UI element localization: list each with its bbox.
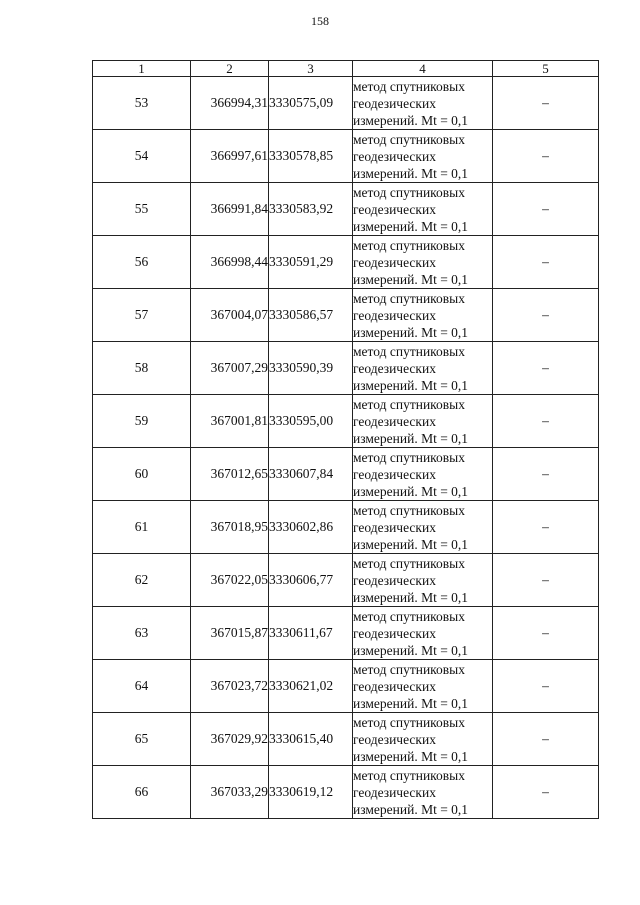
table-row: [93, 130, 599, 183]
table-header: [93, 61, 599, 77]
table-row: [93, 77, 599, 130]
method-cell: [353, 342, 493, 395]
method-line: геодезических: [353, 254, 436, 270]
point-number-cell: 60: [93, 448, 191, 501]
method-cell: [353, 236, 493, 289]
point-number-cell: 61: [93, 501, 191, 554]
table-row: [93, 289, 599, 342]
table-body: [93, 77, 599, 819]
method-line: метод спутниковых: [353, 396, 465, 412]
method-line: геодезических: [353, 678, 436, 694]
method-line: геодезических: [353, 572, 436, 588]
note-cell: –: [493, 607, 599, 660]
point-number-cell: 53: [93, 77, 191, 130]
column-header-1: 1: [93, 61, 191, 77]
note-cell: –: [493, 77, 599, 130]
table-row: [93, 554, 599, 607]
table-row: [93, 766, 599, 819]
method-line: геодезических: [353, 360, 436, 376]
x-coordinate-cell: 367033,29: [191, 766, 269, 819]
x-coordinate-cell: 366998,44: [191, 236, 269, 289]
point-number-cell: 57: [93, 289, 191, 342]
method-line: измерений. Mt = 0,1: [353, 536, 469, 552]
method-line: геодезических: [353, 466, 436, 482]
y-coordinate-cell: 3330602,86: [269, 501, 353, 554]
method-line: измерений. Mt = 0,1: [353, 271, 469, 287]
method-line: метод спутниковых: [353, 502, 465, 518]
method-cell: [353, 501, 493, 554]
method-line: метод спутниковых: [353, 237, 465, 253]
method-line: измерений. Mt = 0,1: [353, 642, 469, 658]
method-cell: [353, 77, 493, 130]
method-cell: [353, 130, 493, 183]
y-coordinate-cell: 3330595,00: [269, 395, 353, 448]
coordinates-table: [92, 60, 599, 819]
method-line: геодезических: [353, 95, 436, 111]
method-line: метод спутниковых: [353, 131, 465, 147]
table-row: [93, 607, 599, 660]
y-coordinate-cell: 3330575,09: [269, 77, 353, 130]
point-number-cell: 56: [93, 236, 191, 289]
method-line: измерений. Mt = 0,1: [353, 430, 469, 446]
method-cell: [353, 607, 493, 660]
method-line: геодезических: [353, 413, 436, 429]
method-line: геодезических: [353, 784, 436, 800]
table-row: [93, 395, 599, 448]
method-cell: [353, 554, 493, 607]
note-cell: –: [493, 766, 599, 819]
x-coordinate-cell: 366991,84: [191, 183, 269, 236]
method-line: метод спутниковых: [353, 714, 465, 730]
point-number-cell: 65: [93, 713, 191, 766]
method-line: измерений. Mt = 0,1: [353, 377, 469, 393]
x-coordinate-cell: 367004,07: [191, 289, 269, 342]
method-line: измерений. Mt = 0,1: [353, 324, 469, 340]
x-coordinate-cell: 367001,81: [191, 395, 269, 448]
method-line: метод спутниковых: [353, 290, 465, 306]
method-line: метод спутниковых: [353, 661, 465, 677]
method-cell: [353, 713, 493, 766]
note-cell: –: [493, 554, 599, 607]
method-line: геодезических: [353, 731, 436, 747]
y-coordinate-cell: 3330606,77: [269, 554, 353, 607]
method-line: геодезических: [353, 148, 436, 164]
method-cell: [353, 766, 493, 819]
method-line: геодезических: [353, 307, 436, 323]
page-number: 158: [311, 14, 329, 28]
column-header-5: 5: [493, 61, 599, 77]
table-row: [93, 501, 599, 554]
table-row: [93, 660, 599, 713]
method-line: геодезических: [353, 625, 436, 641]
column-header-2: 2: [191, 61, 269, 77]
y-coordinate-cell: 3330619,12: [269, 766, 353, 819]
note-cell: –: [493, 342, 599, 395]
column-header-4: 4: [353, 61, 493, 77]
x-coordinate-cell: 367022,05: [191, 554, 269, 607]
table-row: [93, 183, 599, 236]
note-cell: –: [493, 501, 599, 554]
point-number-cell: 54: [93, 130, 191, 183]
x-coordinate-cell: 367012,65: [191, 448, 269, 501]
note-cell: –: [493, 395, 599, 448]
table-row: [93, 236, 599, 289]
x-coordinate-cell: 367007,29: [191, 342, 269, 395]
y-coordinate-cell: 3330615,40: [269, 713, 353, 766]
point-number-cell: 64: [93, 660, 191, 713]
point-number-cell: 55: [93, 183, 191, 236]
method-line: измерений. Mt = 0,1: [353, 801, 469, 817]
method-line: измерений. Mt = 0,1: [353, 165, 469, 181]
method-line: измерений. Mt = 0,1: [353, 589, 469, 605]
point-number-cell: 66: [93, 766, 191, 819]
y-coordinate-cell: 3330591,29: [269, 236, 353, 289]
header-row: [93, 61, 599, 77]
method-line: метод спутниковых: [353, 767, 465, 783]
method-cell: [353, 395, 493, 448]
method-line: метод спутниковых: [353, 555, 465, 571]
note-cell: –: [493, 448, 599, 501]
x-coordinate-cell: 367018,95: [191, 501, 269, 554]
method-line: измерений. Mt = 0,1: [353, 483, 469, 499]
method-line: измерений. Mt = 0,1: [353, 748, 469, 764]
method-line: метод спутниковых: [353, 449, 465, 465]
note-cell: –: [493, 236, 599, 289]
note-cell: –: [493, 289, 599, 342]
y-coordinate-cell: 3330578,85: [269, 130, 353, 183]
method-cell: [353, 183, 493, 236]
y-coordinate-cell: 3330590,39: [269, 342, 353, 395]
table-row: [93, 713, 599, 766]
y-coordinate-cell: 3330611,67: [269, 607, 353, 660]
method-cell: [353, 448, 493, 501]
method-line: метод спутниковых: [353, 184, 465, 200]
y-coordinate-cell: 3330621,02: [269, 660, 353, 713]
x-coordinate-cell: 367029,92: [191, 713, 269, 766]
method-line: геодезических: [353, 519, 436, 535]
y-coordinate-cell: 3330607,84: [269, 448, 353, 501]
method-cell: [353, 289, 493, 342]
y-coordinate-cell: 3330583,92: [269, 183, 353, 236]
method-line: измерений. Mt = 0,1: [353, 695, 469, 711]
method-line: геодезических: [353, 201, 436, 217]
method-line: метод спутниковых: [353, 343, 465, 359]
method-line: метод спутниковых: [353, 78, 465, 94]
table-row: [93, 448, 599, 501]
x-coordinate-cell: 366997,61: [191, 130, 269, 183]
x-coordinate-cell: 367023,72: [191, 660, 269, 713]
method-line: измерений. Mt = 0,1: [353, 218, 469, 234]
note-cell: –: [493, 660, 599, 713]
point-number-cell: 59: [93, 395, 191, 448]
method-line: метод спутниковых: [353, 608, 465, 624]
table-row: [93, 342, 599, 395]
point-number-cell: 58: [93, 342, 191, 395]
x-coordinate-cell: 367015,87: [191, 607, 269, 660]
point-number-cell: 63: [93, 607, 191, 660]
note-cell: –: [493, 183, 599, 236]
x-coordinate-cell: 366994,31: [191, 77, 269, 130]
point-number-cell: 62: [93, 554, 191, 607]
column-header-3: 3: [269, 61, 353, 77]
method-line: измерений. Mt = 0,1: [353, 112, 469, 128]
note-cell: –: [493, 713, 599, 766]
y-coordinate-cell: 3330586,57: [269, 289, 353, 342]
note-cell: –: [493, 130, 599, 183]
method-cell: [353, 660, 493, 713]
